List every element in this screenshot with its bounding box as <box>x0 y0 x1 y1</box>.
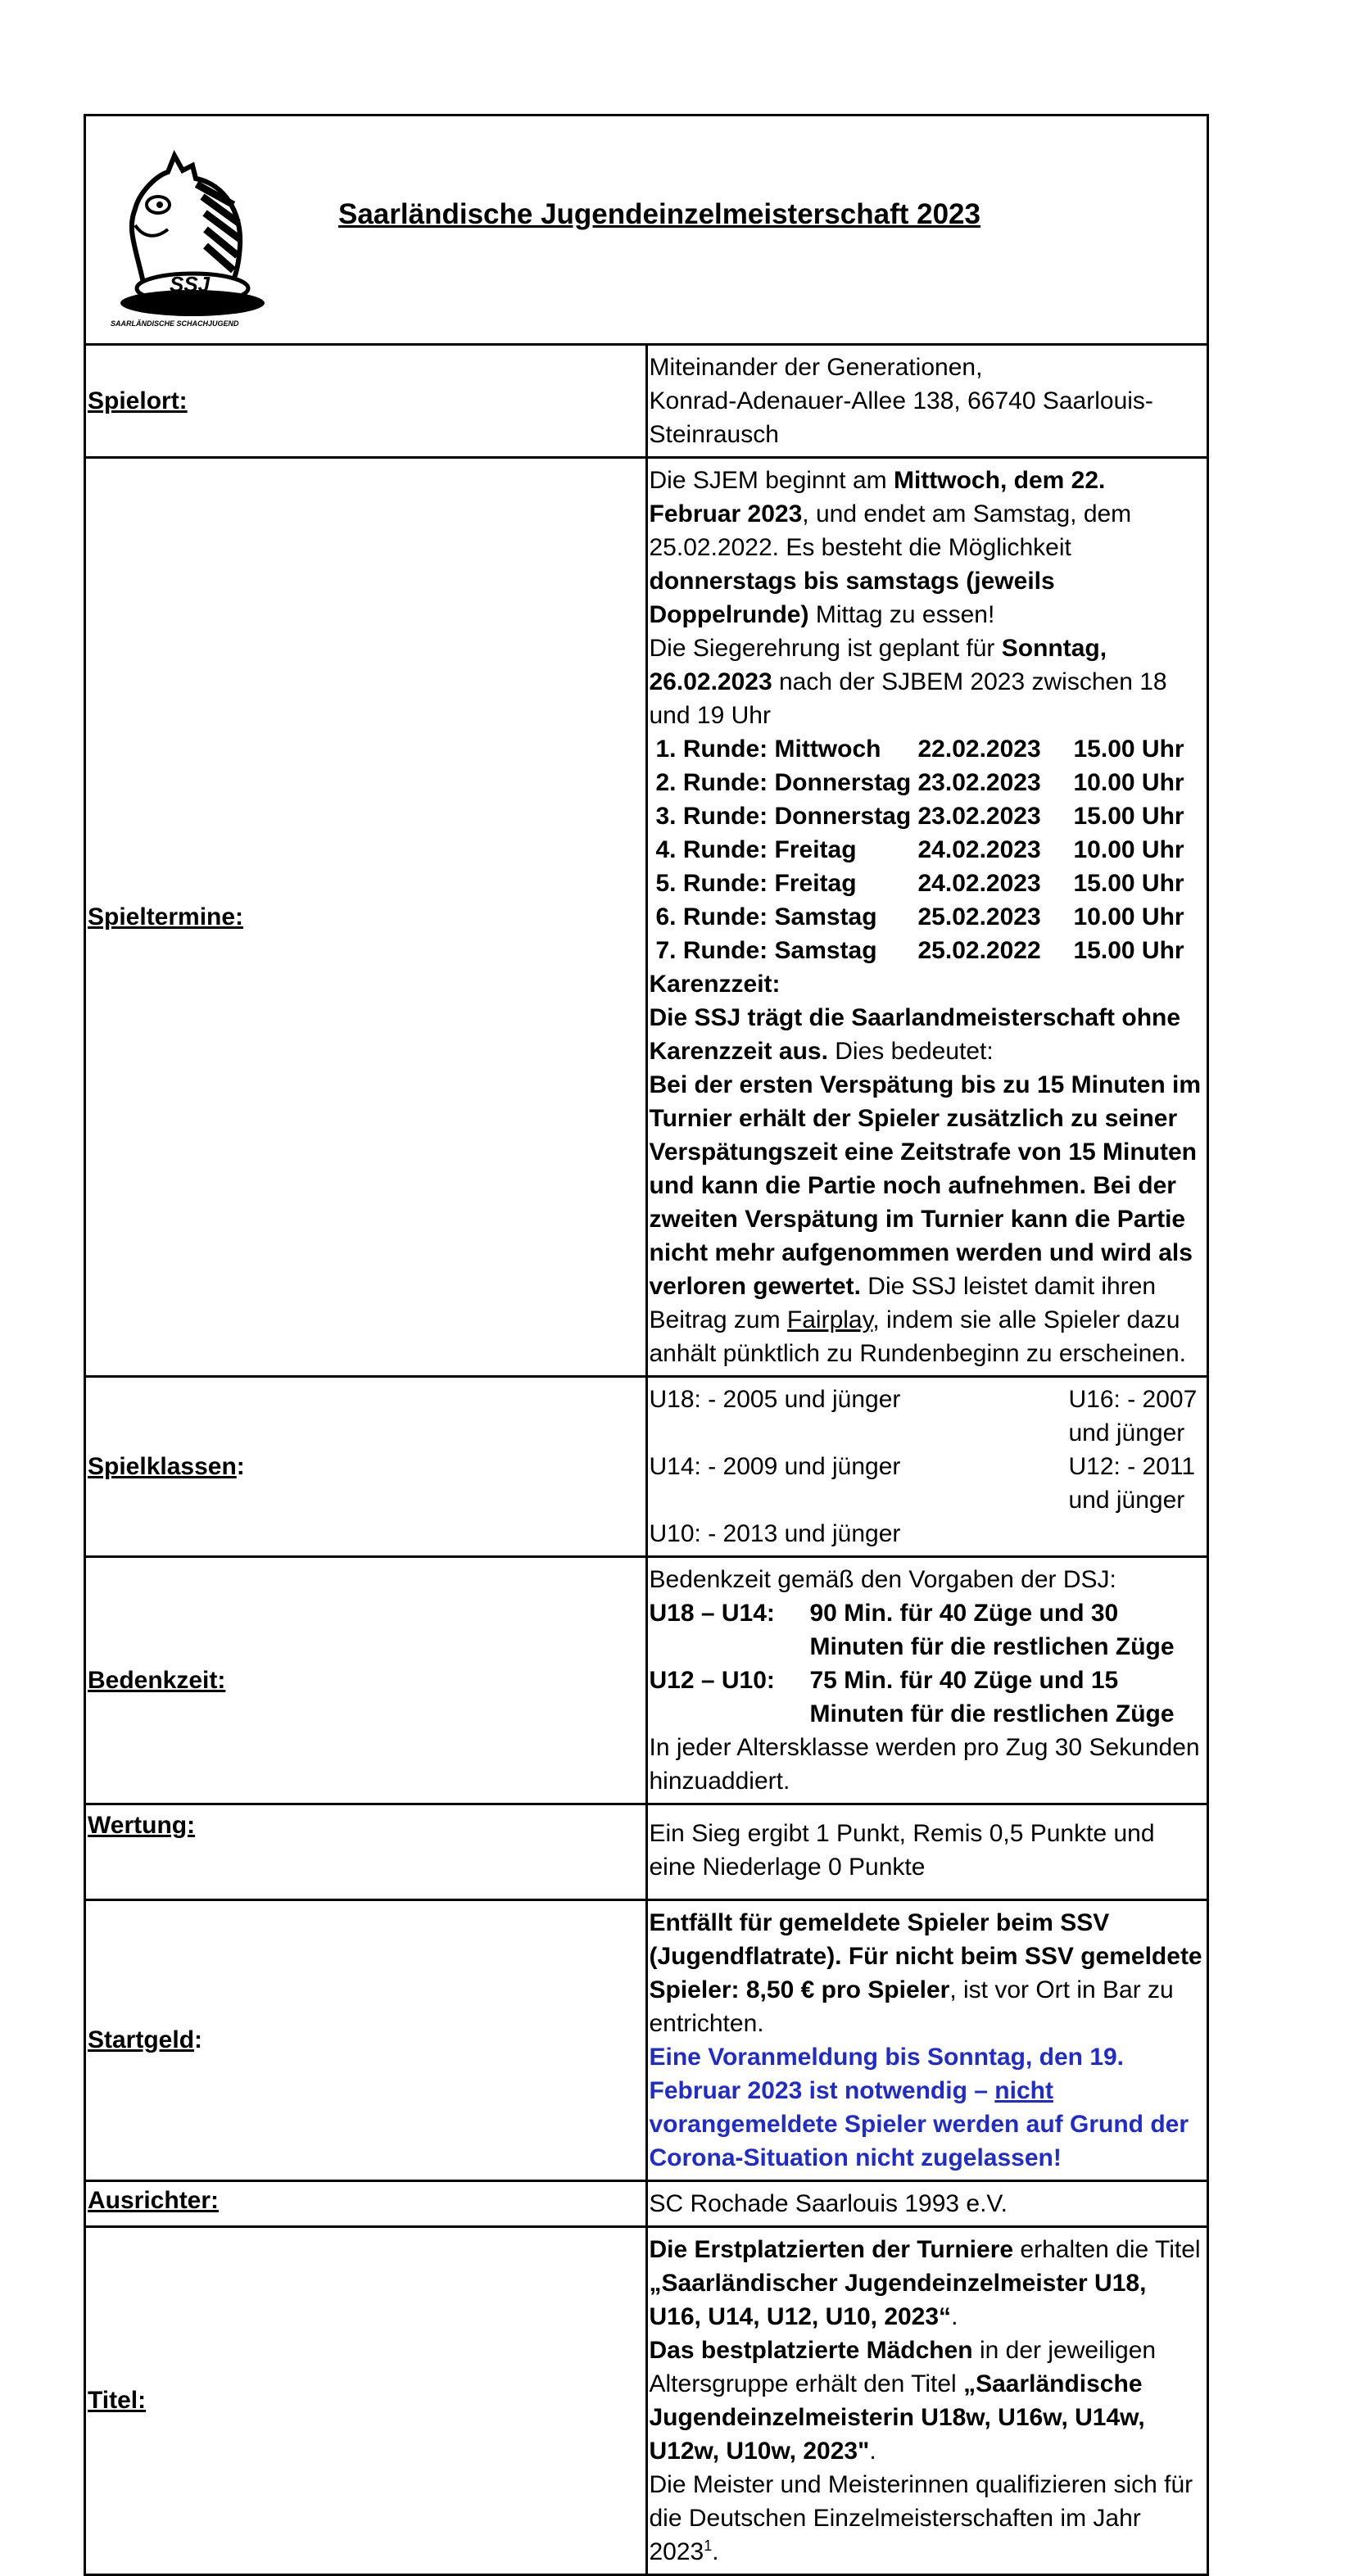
text: Bei der ersten Verspätung bis zu 15 Minuten im Turnier erhält der Spieler zusätzlich zu seiner Verspätungszeit eine Zeitstrafe von 15 Minuten und kann die Partie noch aufnehmen. Bei der zweiten Verspätung im Turnier kann die Partie nicht mehr aufgenommen werden und wird als verloren gewertet. <box>649 1071 1201 1300</box>
ssj-logo <box>111 147 274 336</box>
label-cell <box>85 1557 647 1804</box>
row-spielklassen <box>85 1377 1208 1557</box>
titel-p2 <box>650 2334 1204 2468</box>
round-row <box>656 934 1184 967</box>
row-spieltermine <box>85 458 1208 1377</box>
bedenkzeit-note: In jeder Altersklasse werden pro Zug 30 Sekunden hinzuaddiert. <box>649 1734 1200 1795</box>
text: Die Meister und Meisterinnen qualifizieren sich für die Deutschen Einzelmeisterschaften im Jahr 2023 <box>649 2471 1193 2565</box>
round-name: 1. Runde: Mittwoch <box>655 736 881 763</box>
info-table <box>84 114 1209 2576</box>
round-row <box>656 766 1184 799</box>
text: U12 – U10: <box>649 1667 775 1694</box>
class-item: U10: - 2013 und jünger <box>649 1520 901 1547</box>
text: U18 – U14: <box>649 1600 775 1627</box>
round-time: 10.00 Uhr <box>1073 903 1184 930</box>
row-titel <box>85 2227 1208 2575</box>
label-cell <box>85 1804 647 1900</box>
round-name: 6. Runde: Samstag <box>655 903 877 930</box>
text: Die Siegerehrung ist geplant für <box>649 635 1002 662</box>
text: nach der SJBEM 2023 zwischen 18 und 19 Uhr <box>649 668 1167 729</box>
text: , indem sie alle Spieler dazu anhält pünktlich zu Rundenbeginn zu erscheinen. <box>649 1306 1186 1367</box>
row-startgeld <box>85 1900 1208 2181</box>
ausrichter-label: Ausrichter: <box>88 2187 220 2214</box>
round-date: 25.02.2022 <box>917 937 1041 964</box>
round-date: 24.02.2023 <box>917 870 1041 897</box>
spielort-value <box>646 345 1208 458</box>
text: , ist vor Ort in Bar zu entrichten. <box>649 1976 1174 2037</box>
label-cell <box>85 458 647 1377</box>
siegerehrung <box>650 632 1204 732</box>
text: erhalten die Titel <box>1013 2236 1201 2263</box>
wertung-text: Ein Sieg ergibt 1 Punkt, Remis 0,5 Punkte und eine Niederlage 0 Punkte <box>649 1820 1155 1881</box>
round-row <box>656 900 1184 934</box>
round-name: 5. Runde: Freitag <box>655 870 857 897</box>
class-item: U16: - 2007 und jünger <box>1068 1386 1198 1446</box>
row-wertung <box>85 1804 1208 1900</box>
text: „Saarländische Jugendeinzelmeisterin U18w, U16w, U14w, U12w, U10w, 2023" <box>649 2370 1145 2465</box>
page-title: Saarländische Jugendeinzelmeisterschaft 2023 <box>338 198 980 230</box>
spielort-label: Spielort: <box>88 387 188 414</box>
spielort-line1: Miteinander der Generationen, <box>649 354 983 381</box>
text: 75 Min. für 40 Züge und 15 Minuten für die restlichen Züge <box>809 1667 1175 1727</box>
round-row <box>656 732 1184 766</box>
text: Die SSJ trägt die Saarlandmeisterschaft ohne Karenzzeit aus. <box>649 1004 1181 1065</box>
round-date: 23.02.2023 <box>917 769 1041 796</box>
text: donnerstags bis samstags (jeweils Doppelrunde) <box>649 568 1055 628</box>
wertung-value <box>646 1804 1208 1900</box>
round-row <box>656 799 1184 833</box>
spielort-line2: Konrad-Adenauer-Allee 138, 66740 Saarlouis-Steinrausch <box>649 387 1153 448</box>
label-cell <box>85 1377 647 1557</box>
round-time: 15.00 Uhr <box>1073 803 1184 830</box>
bedenkzeit-row <box>650 1596 1204 1664</box>
spieltermine-value <box>646 458 1208 1377</box>
bedenkzeit-row <box>650 1664 1204 1731</box>
text: . <box>712 2538 719 2565</box>
round-time: 10.00 Uhr <box>1073 836 1184 863</box>
round-name: 7. Runde: Samstag <box>655 937 877 964</box>
karenz-details <box>650 1068 1204 1370</box>
text: , und endet am Samstag, dem 25.02.2022. Es besteht die Möglichkeit <box>649 500 1132 561</box>
row-bedenkzeit <box>85 1557 1208 1804</box>
text: . <box>951 2303 958 2330</box>
logo-caption: SAARLÄNDISCHE SCHACHJUGEND <box>111 319 239 328</box>
text: Karenzzeit: <box>649 971 781 998</box>
text: : <box>236 1452 245 1480</box>
bedenkzeit-intro: Bedenkzeit gemäß den Vorgaben der DSJ: <box>649 1566 1116 1593</box>
text: „Saarländischer Jugendeinzelmeister U18, U16, U14, U12, U10, 2023“ <box>649 2270 1147 2330</box>
text: Die SSJ leistet damit ihren Beitrag zum <box>649 1273 1157 1333</box>
round-time: 15.00 Uhr <box>1073 870 1184 897</box>
round-row <box>656 867 1184 900</box>
text: in der jeweiligen Altersgruppe erhält den Titel <box>649 2337 1157 2397</box>
round-date: 25.02.2023 <box>917 903 1041 930</box>
text: 90 Min. für 40 Züge und 30 Minuten für die restlichen Züge <box>809 1600 1175 1660</box>
wertung-label: Wertung: <box>88 1812 196 1839</box>
classes-grid <box>650 1383 1204 1551</box>
bedenkzeit-label: Bedenkzeit: <box>88 1666 226 1694</box>
karenz-heading <box>650 967 1204 1001</box>
titel-label: Titel: <box>88 2387 147 2414</box>
round-name: 4. Runde: Freitag <box>655 836 857 863</box>
titel-p1 <box>650 2233 1204 2334</box>
text: Dies bedeutet: <box>827 1038 994 1065</box>
startgeld-label: Startgeld <box>88 2026 195 2053</box>
chess-knight-icon <box>111 147 274 336</box>
rounds-table <box>656 732 1184 967</box>
text: nicht <box>994 2077 1053 2104</box>
label-cell <box>85 345 647 458</box>
class-item: U18: - 2005 und jünger <box>649 1386 901 1413</box>
spielklassen-label: Spielklassen <box>88 1452 237 1480</box>
label-cell <box>85 2181 647 2227</box>
round-row <box>656 833 1184 867</box>
text: Eine Voranmeldung bis Sonntag, den 19. Februar 2023 ist notwendig – <box>649 2044 1125 2104</box>
text: : <box>194 2026 203 2053</box>
titel-p3 <box>650 2468 1204 2569</box>
round-date: 24.02.2023 <box>917 836 1041 863</box>
round-date: 22.02.2023 <box>917 736 1041 763</box>
ausrichter-text: SC Rochade Saarlouis 1993 e.V. <box>649 2190 1008 2217</box>
round-time: 15.00 Uhr <box>1073 937 1184 964</box>
spielklassen-value <box>646 1377 1208 1557</box>
label-cell <box>85 2227 647 2575</box>
header-row <box>85 115 1208 345</box>
label-cell <box>85 1900 647 2181</box>
text: Mittwoch, dem 22. Februar 2023 <box>649 467 1106 527</box>
text: Entfällt für gemeldete Spieler beim SSV (Jugendflatrate). Für nicht beim SSV gemeldete Spieler: 8,50 € pro Spieler <box>649 1909 1202 2003</box>
class-item: U12: - 2011 und jünger <box>1068 1453 1196 1514</box>
text: Sonntag, 26.02.2023 <box>649 635 1107 695</box>
document <box>84 114 1209 2576</box>
voranmeldung-notice <box>650 2040 1204 2175</box>
round-time: 15.00 Uhr <box>1073 736 1184 763</box>
round-name: 2. Runde: Donnerstag <box>655 769 912 796</box>
ausrichter-value <box>646 2181 1208 2227</box>
logo-text: SSJ <box>170 272 211 297</box>
header-cell <box>85 115 1208 345</box>
bedenkzeit-value <box>646 1557 1208 1804</box>
round-time: 10.00 Uhr <box>1073 769 1184 796</box>
text: vorangemeldete Spieler werden auf Grund der Corona-Situation nicht zugelassen! <box>649 2111 1189 2171</box>
titel-value <box>646 2227 1208 2575</box>
row-ausrichter <box>85 2181 1208 2227</box>
startgeld-text <box>650 1906 1204 2040</box>
karenz-line <box>650 1001 1204 1068</box>
class-item: U14: - 2009 und jünger <box>649 1453 901 1480</box>
row-spielort <box>85 345 1208 458</box>
footnote-marker: 1 <box>704 2538 713 2554</box>
fairplay-link[interactable]: Fairplay <box>786 1306 873 1333</box>
text: Die Erstplatzierten der Turniere <box>649 2236 1014 2263</box>
round-name: 3. Runde: Donnerstag <box>655 803 912 830</box>
spieltermine-intro <box>650 464 1204 632</box>
text: Das bestplatzierte Mädchen <box>649 2337 973 2364</box>
text: Mittag zu essen! <box>808 601 995 628</box>
text: Die SJEM beginnt am <box>649 467 894 494</box>
startgeld-value <box>646 1900 1208 2181</box>
spieltermine-label: Spieltermine: <box>88 903 244 930</box>
round-date: 23.02.2023 <box>917 803 1041 830</box>
text: . <box>869 2438 876 2465</box>
